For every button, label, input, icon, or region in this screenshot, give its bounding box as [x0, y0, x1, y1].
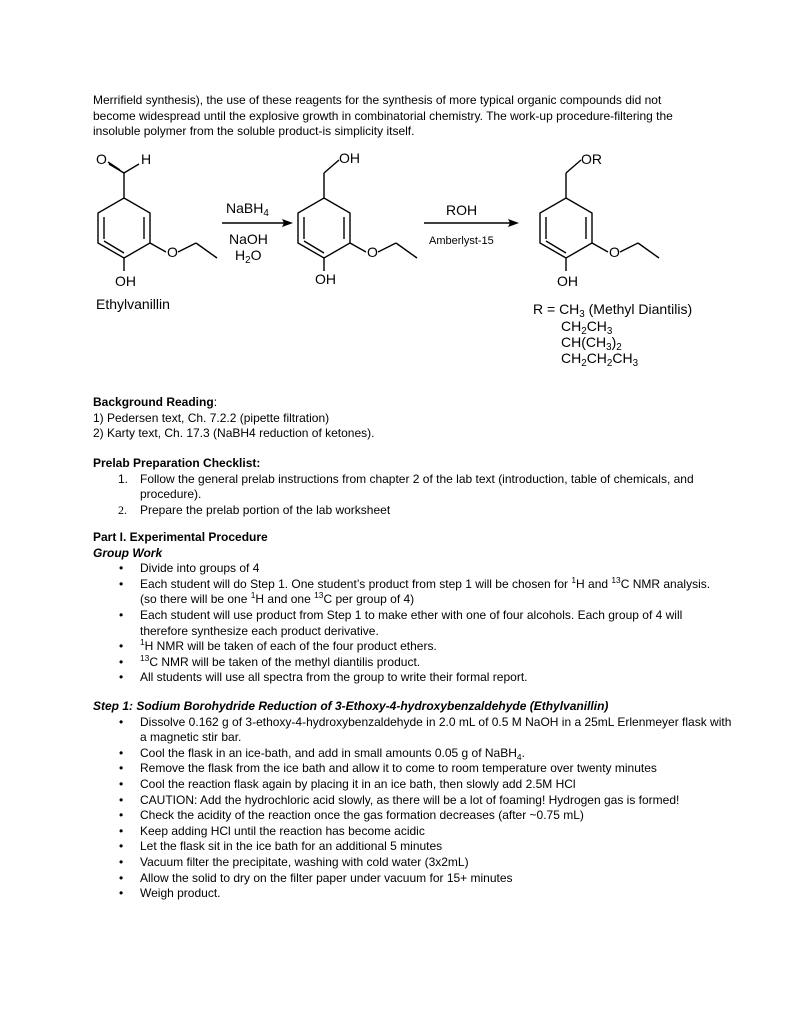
r-group-ethyl: $CH_2CH_3$	[561, 318, 613, 337]
reagent-nabh4: NaBH$_4$	[226, 200, 269, 219]
reaction-scheme	[0, 140, 791, 380]
int-ether-o-label: O	[367, 244, 378, 260]
list-item: • Weigh product.	[93, 886, 733, 902]
list-item: • Let the flask sit in the ice bath for an additional 5 minutes	[93, 839, 733, 855]
prelab-checklist	[93, 456, 713, 518]
list-item: • Divide into groups of 4	[93, 561, 713, 577]
step1-section	[93, 699, 733, 902]
prod-oh-label: OH	[557, 273, 578, 289]
ethylvanillin-structure	[98, 162, 217, 271]
part1-section	[93, 530, 713, 686]
background-item: 2) Karty text, Ch. 17.3 (NaBH4 reduction of ketones).	[93, 426, 375, 441]
prelab-heading: Prelab Preparation Checklist:	[93, 456, 261, 470]
reagent-water: $H_2O$	[235, 247, 262, 266]
list-item: • $^{13}$C NMR will be taken of the methyl diantilis product.	[93, 655, 713, 671]
intro-paragraph: Merrifield synthesis), the use of these reagents for the synthesis of more typical organic compounds did not become widespread until the explosive growth in combinatorial chemistry. The work-up procedure-filtering the insoluble polymer from the soluble product-is simplicity itself.	[93, 93, 673, 138]
list-item: • $^1$H NMR will be taken of each of the four product ethers.	[93, 639, 713, 655]
reagent-naoh: NaOH	[229, 231, 268, 247]
step1-heading: Step 1: Sodium Borohydride Reduction of 3-Ethoxy-4-hydroxybenzaldehyde (Ethylvanillin)	[93, 699, 609, 713]
sm-oh-label: OH	[115, 273, 136, 289]
reagent-roh: ROH	[446, 202, 478, 218]
list-item: • Keep adding HCl until the reaction has become acidic	[93, 824, 733, 840]
product-structure	[540, 160, 659, 271]
list-item: • Remove the flask from the ice bath and allow it to come to room temperature over twenty minutes	[93, 761, 733, 777]
sm-aldehyde-o-label: O	[96, 151, 107, 167]
list-item: • Check the acidity of the reaction once the gas formation decreases (after ~0.75 mL)	[93, 808, 733, 824]
group-work-heading: Group Work	[93, 545, 163, 560]
checklist-item: 2. Prepare the prelab portion of the lab worksheet	[118, 502, 391, 517]
background-item: 1) Pedersen text, Ch. 7.2.2 (pipette filtration)	[93, 410, 330, 425]
prod-or-label: OR	[581, 151, 602, 167]
reagent-amberlyst: Amberlyst-15	[429, 235, 494, 247]
r-group-methyl: $R = CH_3$ (Methyl Diantilis)	[533, 301, 693, 320]
intermediate-structure	[298, 160, 417, 271]
list-item: • Vacuum filter the precipitate, washing with cold water (3x2mL)	[93, 855, 733, 871]
prod-ether-o-label: O	[609, 244, 620, 260]
list-item: • Dissolve 0.162 g of 3-ethoxy-4-hydroxybenzaldehyde in 2.0 mL of 0.5 M NaOH in a 25mL Erlenmeyer flask with a magnetic stir bar.	[93, 715, 733, 746]
background-reading	[93, 395, 713, 442]
sm-name: Ethylvanillin	[96, 296, 170, 312]
int-oh-top-label: OH	[339, 150, 360, 166]
list-item: • Cool the flask in an ice-bath, and add in small amounts 0.05 g of NaBH$_4$.	[93, 746, 733, 762]
r-group-propyl: $CH_2CH_2CH_3$	[561, 350, 639, 369]
list-item: • Each student will use product from Step 1 to make ether with one of four alcohols. Each group of 4 will therefore synthesize each product derivative.	[93, 608, 713, 639]
int-oh-label: OH	[315, 271, 336, 287]
sm-ether-o-label: O	[167, 244, 178, 260]
r-group-isopropyl: $CH(CH_3)_2$	[561, 334, 622, 353]
sm-aldehyde-h-label: H	[141, 151, 152, 167]
list-item: • Cool the reaction flask again by placing it in an ice bath, then slowly add 2.5M HCl	[93, 777, 733, 793]
checklist-item: 1. Follow the general prelab instructions from chapter 2 of the lab text (introduction, table of chemicals, and procedure).	[118, 471, 694, 502]
background-heading: Background Reading:	[93, 395, 218, 409]
list-item: • CAUTION: Add the hydrochloric acid slowly, as there will be a lot of foaming! Hydrogen gas is formed!	[93, 793, 733, 809]
list-item: • All students will use all spectra from the group to write their formal report.	[93, 670, 713, 686]
part1-heading: Part I. Experimental Procedure	[93, 530, 268, 544]
list-item: • Each student will do Step 1. One student’s product from step 1 will be chosen for $^1$H and $^{13}$C NMR analysis. (so there will be one $^1$H and one $^{13}$C per group of 4)	[93, 577, 713, 608]
reaction-scheme-drawing	[0, 140, 791, 380]
list-item: • Allow the solid to dry on the filter paper under vacuum for 15+ minutes	[93, 871, 733, 887]
